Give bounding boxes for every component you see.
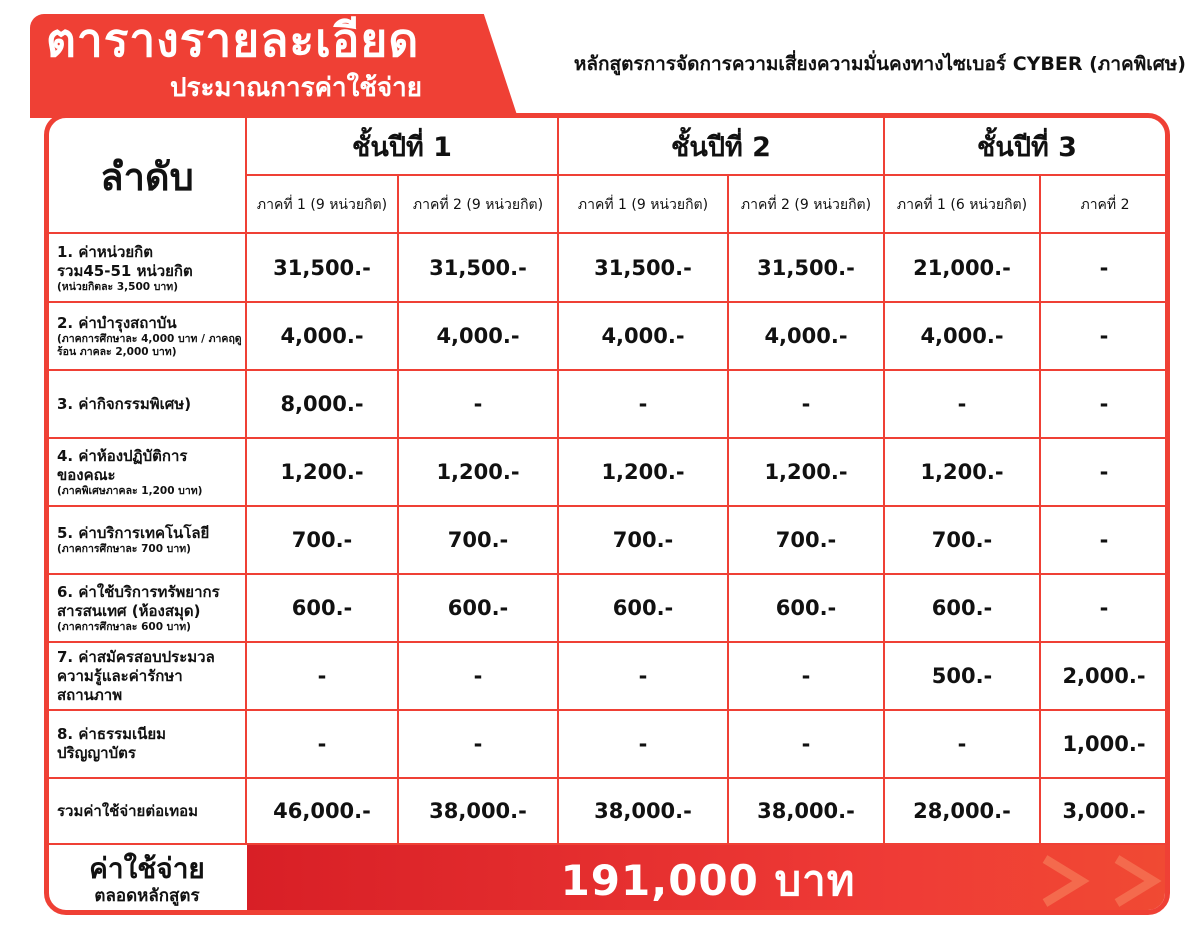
table-cell: 28,000.-: [913, 799, 1011, 823]
table-cell: -: [638, 732, 648, 756]
table-cell: 38,000.-: [429, 799, 527, 823]
table-cell: 1,200.-: [920, 460, 1004, 484]
row-label-main: รวมค่าใช้จ่ายต่อเทอม: [57, 801, 198, 820]
chevron-right-icon: [1037, 853, 1093, 909]
row-label-note: (หน่วยกิตละ 3,500 บาท): [57, 280, 179, 293]
table-cell: 1,200.-: [601, 460, 685, 484]
table-cell: -: [473, 732, 483, 756]
footer-label-main: ค่าใช้จ่าย: [89, 852, 205, 885]
table-cell: 600.-: [612, 596, 674, 620]
table-cell: 700.-: [775, 528, 837, 552]
row-label-main: 5. ค่าบริการเทคโนโลยี: [57, 524, 210, 542]
table-cell: 600.-: [931, 596, 993, 620]
table-cell: -: [1099, 460, 1109, 484]
table-cell: 700.-: [612, 528, 674, 552]
table-cell: -: [1099, 596, 1109, 620]
order-header: ลำดับ: [100, 154, 194, 199]
table-cell: 31,500.-: [273, 256, 371, 280]
footer-total-bar: [247, 845, 1169, 915]
row-label-note: (ภาคพิเศษภาคละ 1,200 บาท): [57, 484, 203, 497]
row-label: [57, 574, 243, 642]
semester-header: ภาคที่ 1 (6 หน่วยกิต): [896, 197, 1028, 213]
table-cell: 46,000.-: [273, 799, 371, 823]
row-label-main: 3. ค่ากิจกรรมพิเศษ): [57, 394, 192, 413]
row-label: [57, 370, 243, 438]
table-cell: -: [317, 732, 327, 756]
row-label-note: (ภาคการศึกษาละ 600 บาท): [57, 620, 191, 633]
table-cell: 31,500.-: [429, 256, 527, 280]
table-cell: -: [638, 664, 648, 688]
row-label: [57, 438, 243, 506]
table-cell: 8,000.-: [280, 392, 364, 416]
chevron-right-icon: [1109, 853, 1165, 909]
table-cell: 600.-: [447, 596, 509, 620]
row-label-line2: ปริญญาบัตร: [57, 744, 136, 762]
footer-label-sub: ตลอดหลักสูตร: [94, 886, 200, 906]
table-cell: 38,000.-: [594, 799, 692, 823]
table-cell: 4,000.-: [601, 324, 685, 348]
table-cell: 31,500.-: [757, 256, 855, 280]
page-title: ตารางรายละเอียด: [46, 13, 420, 67]
semester-header: ภาคที่ 2 (9 หน่วยกิต): [740, 197, 872, 213]
row-label-line2: รวม45-51 หน่วยกิต: [57, 261, 193, 280]
table-cell: 1,200.-: [764, 460, 848, 484]
row-label: [57, 234, 243, 302]
table-cell: 500.-: [931, 664, 993, 688]
table-cell: 4,000.-: [764, 324, 848, 348]
row-label: [57, 642, 243, 710]
table-cell: 700.-: [931, 528, 993, 552]
row-label: [57, 710, 243, 778]
semester-header: ภาคที่ 1 (9 หน่วยกิต): [577, 197, 709, 213]
table-cell: 4,000.-: [920, 324, 1004, 348]
table-cell: 2,000.-: [1062, 664, 1146, 688]
table-cell: -: [801, 392, 811, 416]
row-label-main: 7. ค่าสมัครสอบประมวล: [57, 647, 215, 666]
row-label-main: 6. ค่าใช้บริการทรัพยากร: [57, 582, 220, 601]
table-cell: -: [473, 392, 483, 416]
table-cell: 21,000.-: [913, 256, 1011, 280]
table-cell: 38,000.-: [757, 799, 855, 823]
row-label-line2: สารสนเทศ (ห้องสมุด): [57, 601, 201, 620]
table-cell: -: [473, 664, 483, 688]
table-cell: 1,200.-: [436, 460, 520, 484]
footer-total: 191,000 บาท: [560, 856, 856, 905]
course-title: หลักสูตรการจัดการความเสี่ยงความมั่นคงทางไซเบอร์ CYBER (ภาคพิเศษ): [573, 53, 1186, 75]
table-cell: 1,200.-: [280, 460, 364, 484]
semester-header: ภาคที่ 2: [1080, 197, 1130, 213]
table-cell: 3,000.-: [1062, 799, 1146, 823]
table-cell: 31,500.-: [594, 256, 692, 280]
table-cell: 600.-: [775, 596, 837, 620]
table-cell: 1,000.-: [1062, 732, 1146, 756]
table-cell: -: [1099, 324, 1109, 348]
table-cell: -: [1099, 392, 1109, 416]
row-label: [57, 506, 243, 574]
year-header-2: ชั้นปีที่ 2: [671, 131, 771, 163]
footer-label: [49, 845, 245, 915]
table-cell: -: [957, 392, 967, 416]
table-cell: -: [317, 664, 327, 688]
row-label: [57, 302, 243, 370]
table-cell: 4,000.-: [436, 324, 520, 348]
table-cell: 700.-: [291, 528, 353, 552]
row-label-main: 1. ค่าหน่วยกิต: [57, 242, 153, 261]
year-header-1: ชั้นปีที่ 1: [352, 131, 452, 163]
page-subtitle: ประมาณการค่าใช้จ่าย: [170, 73, 423, 103]
row-label-line2: ของคณะ: [57, 465, 116, 484]
year-header-3: ชั้นปีที่ 3: [977, 131, 1077, 163]
row-label-main: 2. ค่าบำรุงสถาบัน: [57, 313, 177, 332]
semester-header: ภาคที่ 1 (9 หน่วยกิต): [256, 197, 388, 213]
table-cell: 4,000.-: [280, 324, 364, 348]
cost-table: [44, 113, 1170, 915]
row-label-main: 8. ค่าธรรมเนียม: [57, 725, 167, 743]
table-cell: -: [1099, 256, 1109, 280]
semester-header: ภาคที่ 2 (9 หน่วยกิต): [412, 197, 544, 213]
table-cell: -: [1099, 528, 1109, 552]
row-label-main: 4. ค่าห้องปฏิบัติการ: [57, 446, 188, 465]
row-label-line2: ความรู้และค่ารักษาสถานภาพ: [57, 666, 183, 704]
table-cell: -: [957, 732, 967, 756]
row-label-note: (ภาคการศึกษาละ 4,000 บาท / ภาคฤดูร้อน ภาคละ 2,000 บาท): [57, 332, 242, 358]
row-label: [57, 778, 243, 844]
table-cell: 600.-: [291, 596, 353, 620]
table-cell: 700.-: [447, 528, 509, 552]
row-label-note: (ภาคการศึกษาละ 700 บาท): [57, 543, 191, 555]
table-cell: -: [801, 732, 811, 756]
table-cell: -: [801, 664, 811, 688]
table-cell: -: [638, 392, 648, 416]
